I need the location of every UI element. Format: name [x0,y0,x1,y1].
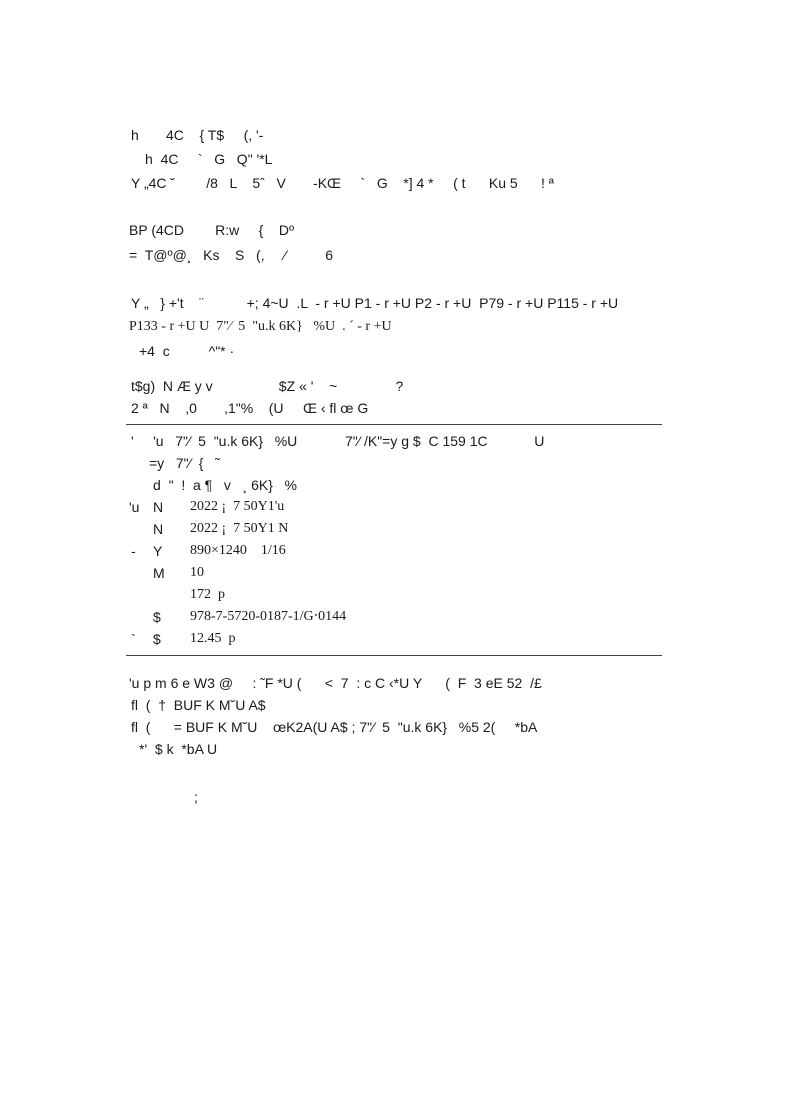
block2-line-2: = T@º@¸ Ks S (, ⁄ 6 [129,247,334,263]
block2-line-1: BP (4CD R:w { Dº [129,222,295,238]
block4-line-1: t$g) N Æ y v $Z « ' ~ ? [131,378,404,394]
row-prefix: 'u [129,499,140,515]
row-value: 978-7-5720-0187-1/G‧0144 [190,609,347,624]
row-prefix: ` [131,631,136,647]
row-key: N [153,521,164,537]
table-title-left: ' 'u 7"⁄ 5 "u.k 6K} %U [131,433,298,449]
footer-line-3: fl ( = BUF K M˘U œK2A(U A$ ; 7"⁄ 5 "u.k 6K} %5 2( *bA [131,719,538,735]
row-value: 2022 ¡ 7 50Y1'u [190,499,285,514]
row-value: 12.45 p [190,631,236,646]
page-mark: ; [194,789,198,805]
table-bottom-rule [126,655,662,656]
table-subtitle-2: d " ! a ¶ v ¸ 6K} % [153,477,297,493]
header-line-1: h 4C { T$ (, '- [131,127,264,143]
table-top-rule [126,424,662,425]
block3-line-2: P133 - r +U U 7"⁄ 5 "u.k 6K} %U . ´ - r +U [129,319,392,334]
block3-line-3: +4 c ^"* · [139,343,235,359]
footer-line-2: fl ( † BUF K M˘U A$ [131,697,266,713]
footer-line-4: *' $ k *bA U [139,741,218,757]
table-subtitle-1: =y 7"⁄ { ˜ [149,455,220,471]
row-key: Y [153,543,163,559]
header-line-3: Y „4C ˘ /8 L 5ˆ V -KŒ ` G *] 4 * ( t Ku 5 ! ª [131,175,554,191]
row-key: $ [153,609,161,625]
row-key: $ [153,631,161,647]
row-value: 2022 ¡ 7 50Y1 N [190,521,289,536]
block4-line-2: 2 ª N ,0 ,1"% (U Œ ‹ fl œ G [131,400,369,416]
row-value: 172 p [190,587,225,602]
header-line-2: h 4C ` G Q" '*L [145,151,273,167]
row-value: 10 [190,565,204,580]
block3-line-1: Y „ } +'t ¨ +; 4~U .L - r +U P1 - r +U P2 - r +U P79 - r +U P115 - r +U [131,295,619,311]
row-prefix: - [131,543,136,559]
table-title-right: 7"⁄ /K"=y g $ C 159 1C U [345,433,545,449]
row-key: N [153,499,164,515]
row-value: 890×1240 1/16 [190,543,286,558]
footer-line-1: 'u p m 6 e W3 @ : ˜F *U ( < 7 : c C ‹*U Y ( F 3 eE 52 /£ [129,675,542,691]
row-key: M [153,565,165,581]
